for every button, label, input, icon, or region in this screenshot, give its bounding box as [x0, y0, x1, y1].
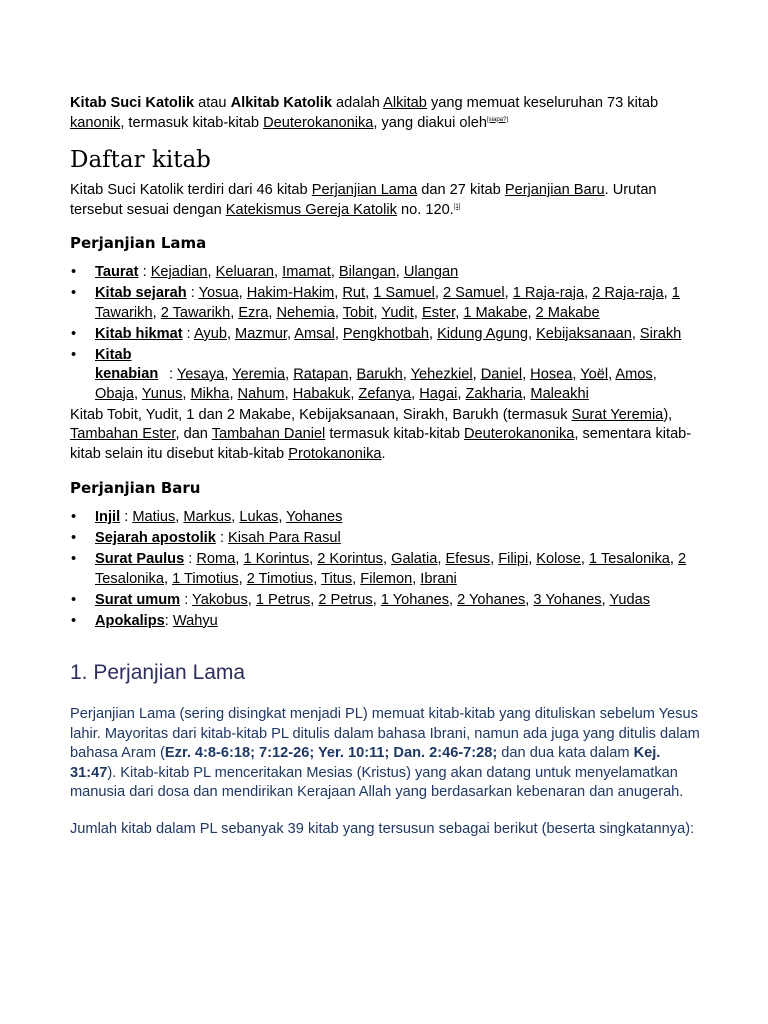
heading-perjanjian-baru: Perjanjian Baru [70, 479, 201, 497]
book-link[interactable]: 2 Timotius [246, 570, 314, 587]
link-perjanjian-baru[interactable]: Perjanjian Baru [504, 182, 605, 198]
book-link[interactable]: 2 Korintus [317, 551, 383, 567]
text: dan 27 kitab [417, 182, 505, 198]
text: yang memuat keseluruhan 73 kitab [426, 95, 659, 111]
book-link[interactable]: 1 Samuel [373, 285, 435, 301]
book-link[interactable]: Hagai [419, 385, 458, 402]
book-link[interactable]: Ulangan [403, 264, 459, 280]
book-link[interactable]: 1 Petrus [255, 591, 311, 608]
book-list: Yakobus, 1 Petrus, 2 Petrus, 1 Yohanes, 2 Yohanes, 3 Yohanes, Yudas [192, 591, 651, 608]
link-tambahan-daniel[interactable]: Tambahan Daniel [211, 426, 326, 442]
text: termasuk kitab-kitab [325, 426, 465, 442]
book-link[interactable]: 1 Raja-raja [512, 285, 585, 301]
book-list [173, 613, 218, 629]
text: no. 120. [396, 201, 454, 218]
text: dan dua kata dalam [497, 745, 634, 761]
book-link[interactable]: Yoël [580, 366, 609, 382]
book-link[interactable]: 1 Timotius [172, 570, 239, 587]
book-list: Roma, 1 Korintus, 2 Korintus, Galatia, Efesus, Filipi, Kolose, 1 Tesalonika, 2 Tesalonika, 1 Timotius, 2 Timotius, Titus, Filemon, Ibrani [95, 551, 687, 587]
book-link[interactable]: 2 Yohanes [457, 591, 526, 608]
book-link[interactable]: Kidung Agung [437, 325, 528, 342]
book-link[interactable]: Yehezkiel [410, 366, 473, 382]
link-apokalips[interactable]: Apokalips [95, 612, 165, 629]
pl-list [70, 263, 700, 404]
link-tambahan-ester[interactable]: Tambahan Ester [70, 426, 176, 442]
book-list: Kejadian, Keluaran, Imamat, Bilangan, Ulangan [150, 264, 459, 280]
book-link[interactable]: 2 Samuel [442, 285, 505, 301]
heading-perjanjian-lama: Perjanjian Lama [70, 234, 207, 252]
book-link[interactable]: 2 Petrus [318, 591, 373, 608]
text: Perjanjian Lama (sering disingkat menjadi PL) memuat kitab-kitab yang dituliskan sebelum Yesus lahir. Mayoritas dari kitab-kitab PL ditulis dalam bahasa Ibrani, namun ada juga yang ditulis dalam bahasa Aram ( [70, 706, 700, 761]
pb-list [70, 508, 700, 631]
link-alkitab[interactable]: Alkitab [383, 95, 427, 111]
book-link[interactable]: Filemon [360, 570, 413, 587]
book-link[interactable]: 1 Tesalonika [589, 551, 670, 567]
book-link[interactable]: Zakharia [465, 385, 523, 402]
heading-daftar-kitab: Daftar kitab [70, 147, 211, 173]
text: , termasuk kitab-kitab [120, 114, 264, 131]
citation-1[interactable]: [1] [453, 203, 461, 210]
book-link[interactable]: Ratapan [293, 366, 349, 382]
book-link[interactable]: Rut [342, 285, 366, 301]
book-link[interactable]: Kejadian [150, 264, 208, 280]
book-link[interactable]: Maleakhi [530, 385, 589, 402]
book-link[interactable]: Bilangan [338, 264, 396, 280]
book-link[interactable]: Sirakh [639, 325, 682, 342]
pl-item-taurat: • Taurat : Kejadian, Keluaran, Imamat, Bilangan, Ulangan [95, 263, 700, 283]
book-link[interactable]: 2 Tesalonika [95, 551, 687, 587]
section1-paragraph-1 [70, 705, 700, 803]
book-link[interactable]: Yohanes [286, 509, 343, 525]
book-link[interactable]: Ester [421, 304, 456, 321]
book-link[interactable]: Mazmur [235, 325, 287, 342]
text: Kitab Suci Katolik terdiri dari 46 kitab [70, 182, 312, 198]
document-page [70, 94, 700, 839]
book-link[interactable]: 1 Yohanes [380, 591, 449, 608]
pl-item-hikmat: • Kitab hikmat : Ayub, Mazmur, Amsal, Pengkhotbah, Kidung Agung, Kebijaksanaan, Sirakh [95, 325, 700, 345]
pb-item-injil: • Injil : Matius, Markus, Lukas, Yohanes [95, 508, 700, 528]
book-link[interactable]: Tobit [342, 304, 374, 321]
text: . Urutan tersebut sesuai dengan [70, 182, 657, 218]
text: , yang diakui oleh [373, 114, 487, 131]
book-link[interactable]: 2 Raja-raja [592, 285, 664, 301]
text: . [381, 445, 386, 462]
heading-section-1: 1. Perjanjian Lama [70, 661, 246, 684]
book-link[interactable]: 2 Tawarikh [160, 304, 231, 321]
text: , sementara kitab-kitab selain itu disebut kitab-kitab [70, 426, 692, 462]
book-link[interactable]: 1 Makabe [463, 304, 528, 321]
pb-item-sejarah-apostolik: • Sejarah apostolik : Kisah Para Rasul [95, 529, 700, 549]
link-kitab-sejarah[interactable]: Kitab sejarah [95, 285, 187, 301]
pb-item-surat-paulus: • Surat Paulus : Roma, 1 Korintus, 2 Korintus, Galatia, Efesus, Filipi, Kolose, 1 Tesalonika, 2 Tesalonika, 1 Timotius, 2 Timotius, Titus, Filemon, Ibrani [95, 550, 700, 589]
link-surat-paulus[interactable]: Surat Paulus [95, 551, 185, 567]
link-protokanonika[interactable]: Protokanonika [288, 445, 382, 462]
book-list [228, 530, 341, 546]
pl-item-kenabian: • Kitab kenabian : Yesaya, Yeremia, Ratapan, Barukh, Yehezkiel, Daniel, Hosea, Yoël, Amos, Obaja, Yunus, Mikha, Nahum, Habakuk, Zefanya, Hagai, Zakharia, Maleakhi [95, 346, 700, 405]
book-link[interactable]: Habakuk [292, 385, 351, 402]
book-list: Ayub, Mazmur, Amsal, Pengkhotbah, Kidung Agung, Kebijaksanaan, Sirakh [193, 325, 682, 342]
text: Kitab Tobit, Yudit, 1 dan 2 Makabe, Kebijaksanaan, Sirakh, Barukh (termasuk [70, 406, 572, 423]
book-list: Yesaya, Yeremia, Ratapan, Barukh, Yehezkiel, Daniel, Hosea, Yoël, Amos, Obaja, Yunus, Mikha, Nahum, Habakuk, Zefanya, Hagai, Zakharia, Maleakhi [95, 366, 657, 402]
link-taurat[interactable]: Taurat [95, 264, 139, 280]
link-kanonik[interactable]: kanonik [70, 114, 121, 131]
text: ), [663, 406, 673, 423]
link-surat-yeremia[interactable]: Surat Yeremia [571, 406, 664, 423]
link-deuterokanonika-2[interactable]: Deuterokanonika [464, 426, 575, 442]
link-perjanjian-lama[interactable]: Perjanjian Lama [311, 182, 418, 198]
book-link[interactable]: Nahum [237, 385, 285, 402]
book-link[interactable]: Hakim-Hakim [246, 285, 335, 301]
book-link[interactable]: Hosea [530, 366, 573, 382]
book-link[interactable]: Zefanya [358, 385, 412, 402]
link-sejarah-apostolik[interactable]: Sejarah apostolik [95, 530, 216, 546]
book-link[interactable]: 2 Makabe [535, 304, 600, 321]
book-link[interactable]: Roma [196, 551, 236, 567]
book-link[interactable]: Ayub [193, 325, 227, 342]
book-link[interactable]: Wahyu [172, 612, 218, 629]
link-katekismus[interactable]: Katekismus Gereja Katolik [225, 201, 397, 218]
book-link[interactable]: Lukas [239, 509, 279, 525]
book-link[interactable]: Keluaran [215, 264, 275, 280]
link-surat-umum[interactable]: Surat umum [95, 591, 181, 608]
text: ). Kitab-kitab PL menceritakan Mesias (Kristus) yang akan datang untuk menyelamatkan manusia dari dosa dan mendirikan Kerajaan Allah yang berdasarkan kebenaran dan anugerah. [70, 764, 684, 800]
link-injil[interactable]: Injil [95, 509, 121, 525]
link-kitab-hikmat[interactable]: Kitab hikmat [95, 325, 183, 342]
book-link[interactable]: Galatia [391, 551, 438, 567]
text: , dan [175, 426, 212, 442]
book-link[interactable]: Barukh [356, 366, 403, 382]
daftar-paragraph [70, 181, 700, 220]
term-alkitab-katolik: Alkitab Katolik [230, 95, 332, 111]
book-link[interactable]: Markus [183, 509, 232, 525]
pl-note-paragraph [70, 406, 700, 465]
book-link[interactable]: 1 Tawarikh [95, 285, 680, 321]
term-kitab-suci-katolik: Kitab Suci Katolik [70, 95, 195, 111]
book-link[interactable]: Amos [615, 366, 653, 382]
book-link[interactable]: Yunus [141, 385, 183, 402]
scripture-reference: Ezr. 4:8-6:18; 7:12-26; Yer. 10:11; Dan. 2:46-7:28; [164, 745, 498, 761]
book-link[interactable]: Yudas [609, 591, 651, 608]
link-deuterokanonika[interactable]: Deuterokanonika [263, 114, 374, 131]
book-link[interactable]: Yesaya [176, 366, 225, 382]
pb-item-surat-umum: • Surat umum : Yakobus, 1 Petrus, 2 Petrus, 1 Yohanes, 2 Yohanes, 3 Yohanes, Yudas [95, 591, 700, 611]
book-link[interactable]: Amsal [294, 325, 335, 342]
book-link[interactable]: Ibrani [420, 570, 457, 587]
text: atau [194, 95, 231, 111]
book-link[interactable]: 3 Yohanes [533, 591, 602, 608]
book-link[interactable]: Yudit [381, 304, 414, 321]
pl-item-sejarah: • Kitab sejarah : Yosua, Hakim-Hakim, Rut, 1 Samuel, 2 Samuel, 1 Raja-raja, 2 Raja-raja, 1 Tawarikh, 2 Tawarikh, Ezra, Nehemia, Tobit, Yudit, Ester, 1 Makabe, 2 Makabe [95, 284, 700, 323]
book-list: Yosua, Hakim-Hakim, Rut, 1 Samuel, 2 Samuel, 1 Raja-raja, 2 Raja-raja, 1 Tawarikh, 2 Tawarikh, Ezra, Nehemia, Tobit, Yudit, Ester, 1 Makabe, 2 Makabe [95, 285, 680, 321]
pb-item-apokalips: • Apokalips: Wahyu [95, 612, 700, 632]
book-link[interactable]: Imamat [282, 264, 331, 280]
book-link[interactable]: Matius [132, 509, 176, 525]
book-link[interactable]: Filipi [498, 551, 529, 567]
book-link[interactable]: Obaja [95, 385, 134, 402]
book-link[interactable]: 1 Korintus [243, 551, 310, 567]
book-link[interactable]: Yosua [198, 285, 239, 301]
book-link[interactable]: Kisah Para Rasul [228, 530, 341, 546]
book-link[interactable]: Mikha [190, 385, 230, 402]
book-list: Matius, Markus, Lukas, Yohanes [132, 509, 343, 525]
book-link[interactable]: Daniel [480, 366, 523, 382]
book-link[interactable]: Kolose [536, 551, 581, 567]
book-link[interactable]: Ezra [238, 304, 269, 321]
scripture-reference: Kej. 31:47 [70, 745, 661, 781]
text: adalah [331, 95, 384, 111]
section1-paragraph-2: Jumlah kitab dalam PL sebanyak 39 kitab yang tersusun sebagai berikut (beserta singkatannya): [70, 820, 695, 837]
intro-paragraph [70, 94, 700, 133]
book-link[interactable]: Efesus [445, 551, 491, 567]
link-kitab-kenabian[interactable]: Kitab kenabian [95, 346, 159, 382]
book-link[interactable]: Nehemia [276, 304, 335, 321]
book-link[interactable]: Kebijaksanaan [536, 325, 632, 342]
book-link[interactable]: Yeremia [232, 366, 286, 382]
book-link[interactable]: Titus [321, 570, 353, 587]
citation-needed[interactable]: [siapa?] [487, 116, 509, 123]
book-link[interactable]: Pengkhotbah [342, 325, 429, 342]
book-link[interactable]: Yakobus [192, 591, 248, 608]
